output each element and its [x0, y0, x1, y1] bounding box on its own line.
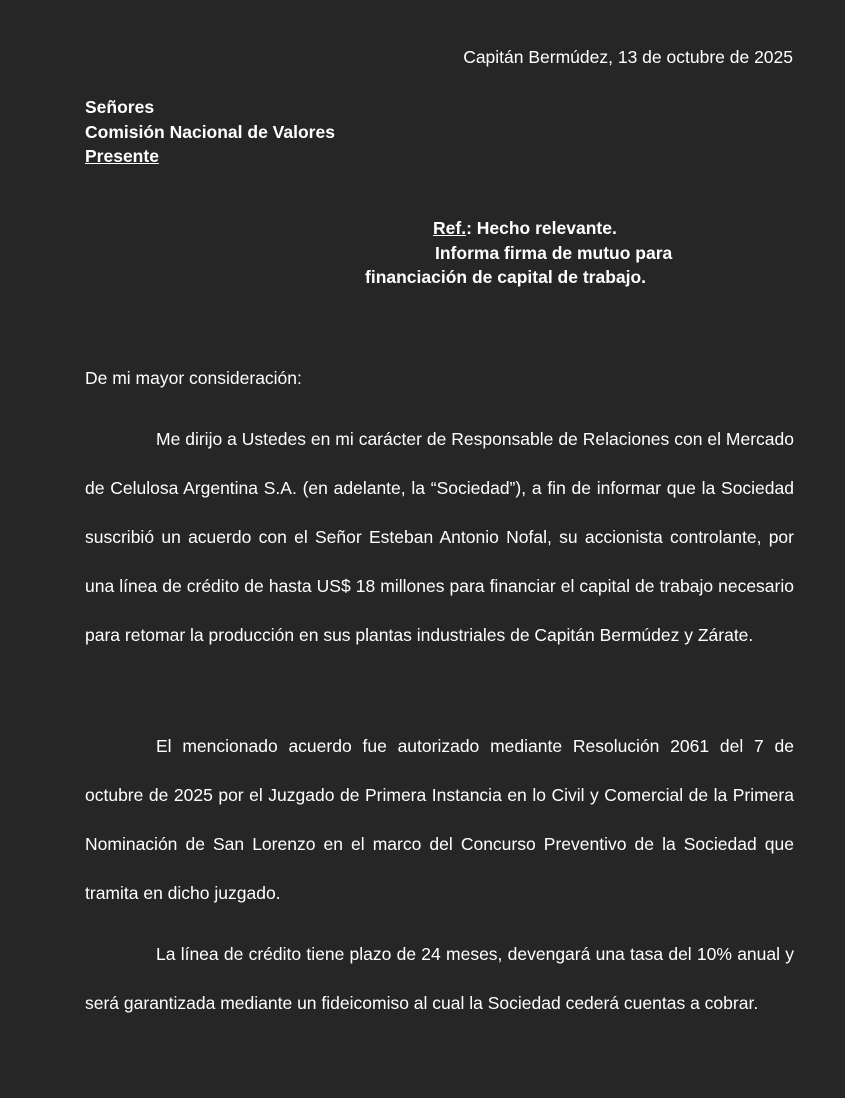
reference-line-1: [433, 218, 617, 239]
reference-label: Ref.: [433, 218, 467, 238]
addressee-block: [85, 95, 335, 169]
addressee-organization: Comisión Nacional de Valores: [85, 121, 335, 142]
body-paragraph-1: Me dirijo a Ustedes en mi carácter de Responsable de Relaciones con el Mercado de Celulosa Argentina S.A. (en adelante, la “Sociedad”), a fin de informar que la Sociedad suscribió un acuerdo con el Señor Esteban Antonio Nofal, su accionista controlante, por una línea de crédito de hasta US$ 18 millones para financiar el capital de trabajo necesario para retomar la producción en sus plantas industriales de Capitán Bermúdez y Zárate.: [85, 429, 794, 645]
place-date: Capitán Bermúdez, 13 de octubre de 2025: [463, 47, 793, 67]
addressee-presente: Presente: [85, 146, 159, 166]
reference-subject: : Hecho relevante.: [466, 218, 617, 238]
reference-line-2: Informa firma de mutuo para: [435, 243, 673, 263]
body-paragraph-3: La línea de crédito tiene plazo de 24 meses, devengará una tasa del 10% anual y será garantizada mediante un fideicomiso al cual la Sociedad cederá cuentas a cobrar.: [85, 944, 794, 1013]
body-paragraph-2: El mencionado acuerdo fue autorizado mediante Resolución 2061 del 7 de octubre de 2025 por el Juzgado de Primera Instancia en lo Civil y Comercial de la Primera Nominación de San Lorenzo en el marco del Concurso Preventivo de la Sociedad que tramita en dicho juzgado.: [85, 736, 794, 903]
addressee-salutation: Señores: [85, 97, 155, 117]
greeting: De mi mayor consideración:: [85, 368, 302, 388]
reference-line-3: financiación de capital de trabajo.: [365, 267, 647, 287]
